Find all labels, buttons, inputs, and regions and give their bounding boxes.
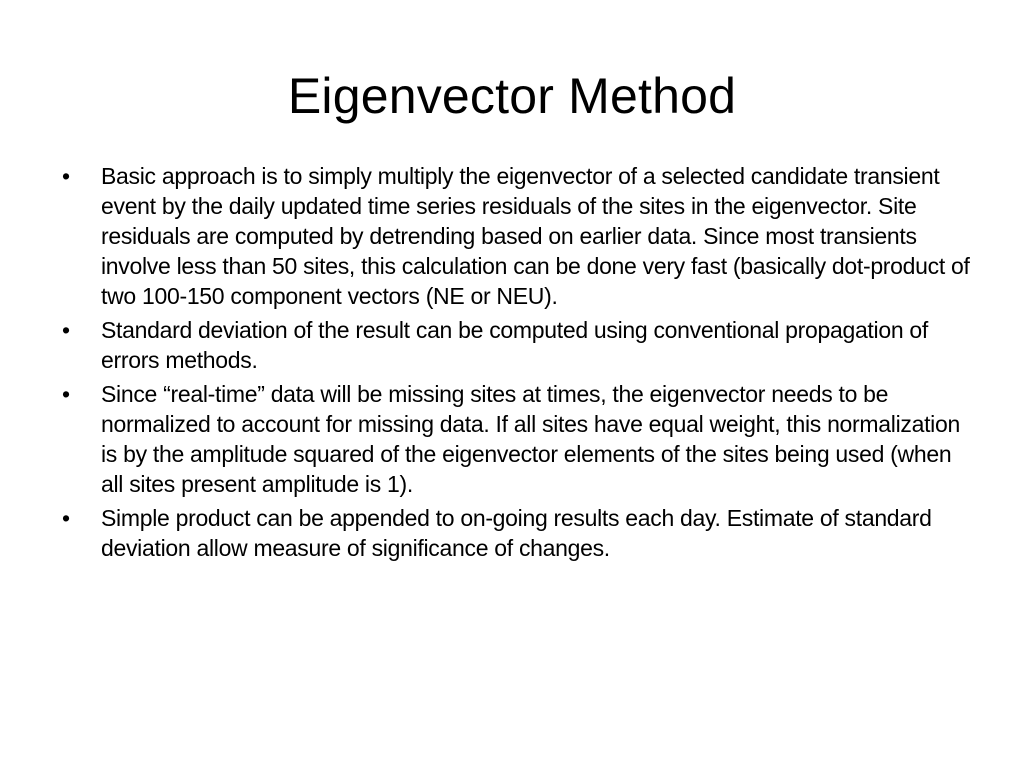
bullet-icon: • xyxy=(62,163,70,189)
bullet-item xyxy=(62,503,977,563)
bullet-icon: • xyxy=(62,505,70,531)
bullet-item xyxy=(62,379,977,499)
slide-title: Eigenvector Method xyxy=(287,68,737,124)
bullet-item xyxy=(62,315,977,375)
bullet-icon: • xyxy=(62,317,70,343)
bullet-text: Since “real-time” data will be missing sites at times, the eigenvector needs to be normalized to account for missing data. If all sites have equal weight, this normalization is by the amplitude squared of the eigenvector elements of the sites being used (when all sites present amplitude is 1). xyxy=(101,381,960,497)
bullet-list xyxy=(62,161,977,567)
bullet-text: Standard deviation of the result can be computed using conventional propagation of errors methods. xyxy=(101,317,928,373)
bullet-text: Basic approach is to simply multiply the eigenvector of a selected candidate transient event by the daily updated time series residuals of the sites in the eigenvector. Site residuals are computed by detrending based on earlier data. Since most transients involve less than 50 sites, this calculation can be done very fast (basically dot-product of two 100-150 component vectors (NE or NEU). xyxy=(101,163,970,309)
bullet-text: Simple product can be appended to on-going results each day. Estimate of standard deviation allow measure of significance of changes. xyxy=(101,505,932,561)
bullet-item xyxy=(62,161,977,311)
bullet-icon: • xyxy=(62,381,70,407)
